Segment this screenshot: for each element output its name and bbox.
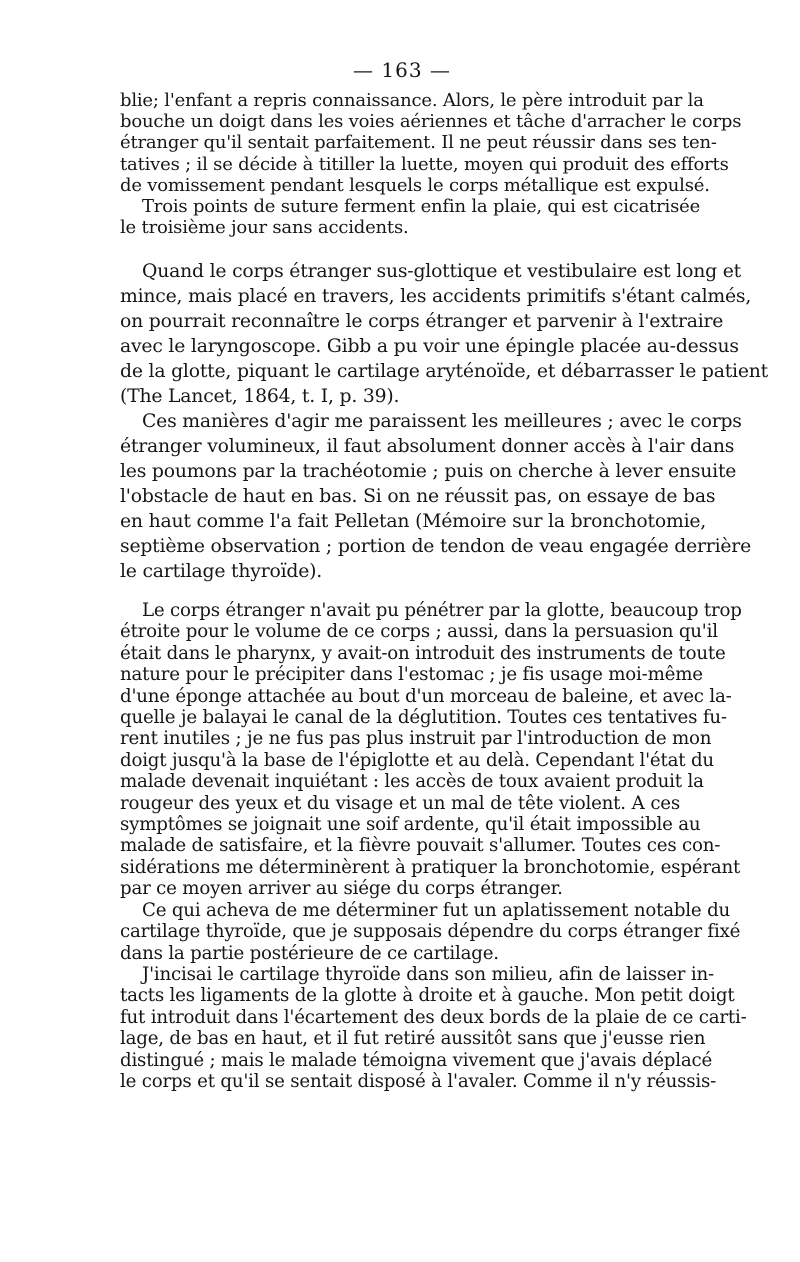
text-line: J'incisai le cartilage thyroïde dans son milieu, afin de laisser in-	[142, 963, 714, 985]
text-line: Ces manières d'agir me paraissent les meilleures ; avec le corps	[142, 411, 742, 432]
text-line: d'une éponge attachée au bout d'un morceau de baleine, et avec la-	[120, 685, 732, 707]
text-line: par ce moyen arriver au siége du corps étranger.	[120, 878, 563, 900]
text-line: de la glotte, piquant le cartilage aryténoïde, et débarrasser le patient	[120, 361, 769, 382]
paragraph-block-3	[120, 600, 747, 1092]
text-line: quelle je balayai le canal de la déglutition. Toutes ces tentatives fu-	[120, 707, 727, 729]
text-line: le troisième jour sans accidents.	[120, 217, 409, 239]
text-line: était dans le pharynx, y avait-on introduit des instruments de toute	[120, 642, 726, 664]
text-line: les poumons par la trachéotomie ; puis on cherche à lever ensuite	[120, 461, 737, 482]
text-line: avec le laryngoscope. Gibb a pu voir une épingle placée au-dessus	[120, 336, 739, 357]
citation-line: (The Lancet, 1864, t. I, p. 39).	[120, 386, 400, 407]
text-line: blie; l'enfant a repris connaissance. Alors, le père introduit par la	[120, 90, 704, 111]
text-line: tacts les ligaments de la glotte à droite et à gauche. Mon petit doigt	[120, 985, 735, 1007]
text-line: rent inutiles ; je ne fus pas plus instruit par l'introduction de mon	[120, 728, 712, 750]
text-line: l'obstacle de haut en bas. Si on ne réussit pas, on essaye de bas	[120, 486, 716, 507]
text-line: dans la partie postérieure de ce cartilage.	[120, 942, 499, 964]
text-line: malade de satisfaire, et la fièvre pouvait s'allumer. Toutes ces con-	[120, 835, 721, 857]
text-line: mince, mais placé en travers, les accidents primitifs s'étant calmés,	[120, 286, 752, 307]
text-line: le cartilage thyroïde).	[120, 561, 323, 582]
text-line: bouche un doigt dans les voies aériennes et tâche d'arracher le corps	[120, 111, 742, 133]
text-line: septième observation ; portion de tendon de veau engagée derrière	[120, 536, 751, 557]
text-line: étranger qu'il sentait parfaitement. Il ne peut réussir dans ses ten-	[120, 132, 717, 154]
text-line: fut introduit dans l'écartement des deux bords de la plaie de ce carti-	[120, 1006, 747, 1028]
page-number: — 163 —	[353, 58, 451, 82]
citation-line: en haut comme l'a fait Pelletan (Mémoire sur la bronchotomie,	[120, 511, 707, 532]
text-line: Ce qui acheva de me déterminer fut un aplatissement notable du	[142, 899, 731, 921]
text-line: distingué ; mais le malade témoigna vivement que j'avais déplacé	[120, 1049, 713, 1071]
text-line: de vomissement pendant lesquels le corps métallique est expulsé.	[120, 174, 710, 196]
text-line: cartilage thyroïde, que je supposais dépendre du corps étranger fixé	[120, 921, 741, 943]
text-line: sidérations me déterminèrent à pratiquer la bronchotomie, espérant	[120, 856, 741, 878]
text-line: étroite pour le volume de ce corps ; aussi, dans la persuasion qu'il	[120, 621, 718, 643]
text-line: rougeur des yeux et du visage et un mal de tête violent. A ces	[120, 792, 680, 814]
text-line: malade devenait inquiétant : les accès de toux avaient produit la	[120, 771, 704, 793]
text-line: lage, de bas en haut, et il fut retiré aussitôt sans que j'eusse rien	[120, 1028, 706, 1050]
paragraph-block-2	[120, 259, 769, 584]
text-line: étranger volumineux, il faut absolument donner accès à l'air dans	[120, 436, 735, 457]
text-line: doigt jusqu'à la base de l'épiglotte et au delà. Cependant l'état du	[120, 749, 714, 771]
text-line: on pourrait reconnaître le corps étranger et parvenir à l'extraire	[120, 311, 724, 332]
text-line: symptômes se joignait une soif ardente, qu'il était impossible au	[120, 814, 701, 836]
text-line: le corps et qu'il se sentait disposé à l'avaler. Comme il n'y réussis-	[120, 1070, 717, 1092]
text-line: Trois points de suture ferment enfin la plaie, qui est cicatrisée	[142, 196, 701, 218]
text-line: Quand le corps étranger sus-glottique et vestibulaire est long et	[142, 261, 741, 282]
text-line: nature pour le précipiter dans l'estomac ; je fis usage moi-même	[120, 664, 703, 686]
text-line: tatives ; il se décide à titiller la luette, moyen qui produit des efforts	[120, 153, 729, 175]
text-line: Le corps étranger n'avait pu pénétrer par la glotte, beaucoup trop	[142, 600, 742, 621]
paragraph-block-1	[120, 90, 742, 239]
